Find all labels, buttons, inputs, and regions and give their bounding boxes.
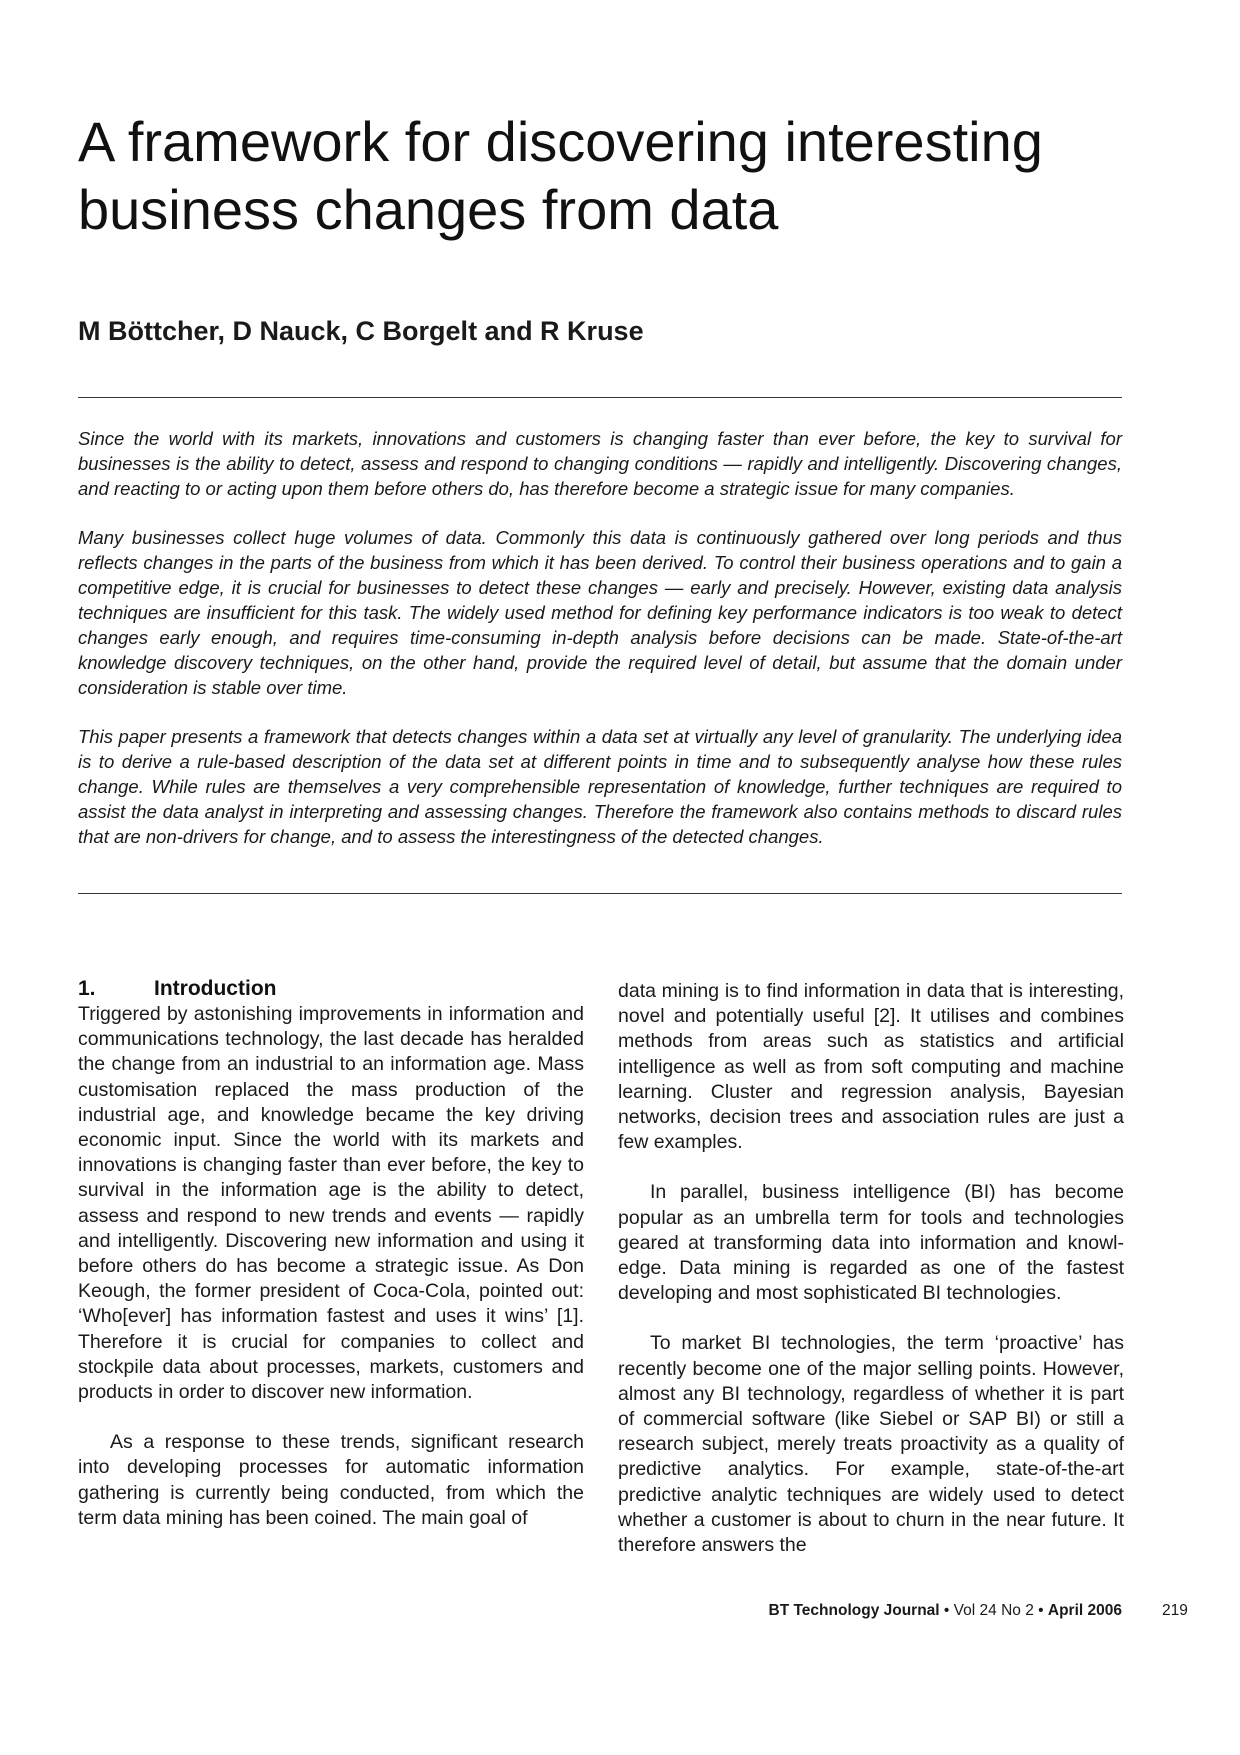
bottom-divider (78, 893, 1122, 894)
top-divider (78, 397, 1122, 398)
section-number: 1. (78, 977, 96, 1000)
abstract-paragraph: Many businesses collect huge volumes of data. Commonly this data is continuously gathered over long periods and thus reflects changes in the parts of the business from which it has been derived. To control their business operations and to gain a competitive edge, it is crucial for businesses to detect these changes — early and precisely. However, existing data analysis techniques are insufficient for this task. The widely used method for defining key performance indicators is too weak to detect changes early enough, and requires time-consuming in-depth analysis before decisions can be made. State-of-the-art knowledge discovery techniques, on the other hand, provide the required level of detail, but assume that the domain under consideration is stable over time. (78, 527, 1122, 698)
body-paragraph: In parallel, business intelligence (BI) has become popular as an umbrella term for tools and technologies geared at transforming data into information and knowl-edge. Data mining is regarded as one of the fastest developing and most sophisticated BI technologies. (618, 1181, 1124, 1305)
journal-footer (769, 1602, 1122, 1620)
journal-date: April 2006 (1047, 1602, 1122, 1619)
section-title: Introduction (154, 977, 277, 1000)
abstract-paragraph: This paper presents a framework that detects changes within a data set at virtually any level of granularity. The underlying idea is to derive a rule-based description of the data set at different points in time and to subsequently analyse how these rules change. While rules are themselves a very comprehensible representation of knowledge, further techniques are required to assist the data analyst in interpreting and assessing changes. Therefore the framework also contains methods to discard rules that are non-drivers for change, and to assess the interestingness of the detected changes. (78, 726, 1122, 847)
body-column-right (618, 979, 1124, 1583)
paper-title: A framework for discovering interesting business changes from data (78, 110, 1043, 241)
journal-volume: Vol 24 No 2 (953, 1602, 1034, 1619)
abstract (78, 426, 1122, 873)
footer-separator: • (943, 1602, 950, 1619)
body-paragraph: Triggered by astonishing improvements in information and communications technology, the last decade has heralded the change from an industrial to an information age. Mass customisation replaced the mass production of the industrial age, and knowledge became the key driving economic input. Since the world with its markets and innovations is changing faster than ever before, the key to survival in the information age is the ability to detect, assess and respond to new trends and events — rapidly and intelligently. Discovering new information and using it before others do has become a strategic issue. As Don Keough, the former president of Coca-Cola, pointed out: ‘Who[ever] has information fastest and uses it wins’ [1]. Therefore it is crucial for companies to collect and stockpile data about processes, markets, customers and products in order to discover new information. (78, 1003, 584, 1404)
author-list: M Böttcher, D Nauck, C Borgelt and R Kruse (78, 316, 644, 346)
footer-separator: • (1038, 1602, 1044, 1619)
body-paragraph: To market BI technologies, the term ‘proactive’ has recently become one of the major selling points. However, almost any BI technology, regardless of whether it is part of commercial software (like Siebel or SAP BI) or still a research subject, merely treats proactivity as a quality of predictive analytics. For example, state-of-the-art predictive analytic techniques are widely used to detect whether a customer is about to churn in the near future. It therefore answers the (618, 1332, 1124, 1557)
body-paragraph: data mining is to find information in data that is interesting, novel and potentially useful [2]. It utilises and combines methods from areas such as statistics and artificial intelligence as well as from soft computing and machine learning. Cluster and regression analysis, Bayesian networks, decision trees and association rules are just a few examples. (618, 980, 1124, 1154)
body-column-left (78, 976, 584, 1556)
journal-name: BT Technology Journal (768, 1602, 940, 1619)
body-paragraph: As a response to these trends, significant research into developing processes for automatic information gathering is currently being conducted, from which the term data mining has been coined. The main goal of (78, 1431, 584, 1529)
section-heading (78, 976, 584, 1002)
abstract-paragraph: Since the world with its markets, innovations and customers is changing faster than ever before, the key to survival for businesses is the ability to detect, assess and respond to changing conditions — rapidly and intelligently. Discovering changes, and reacting to or acting upon them before others do, has therefore become a strategic issue for many companies. (78, 428, 1122, 499)
page-number: 219 (1162, 1602, 1188, 1619)
